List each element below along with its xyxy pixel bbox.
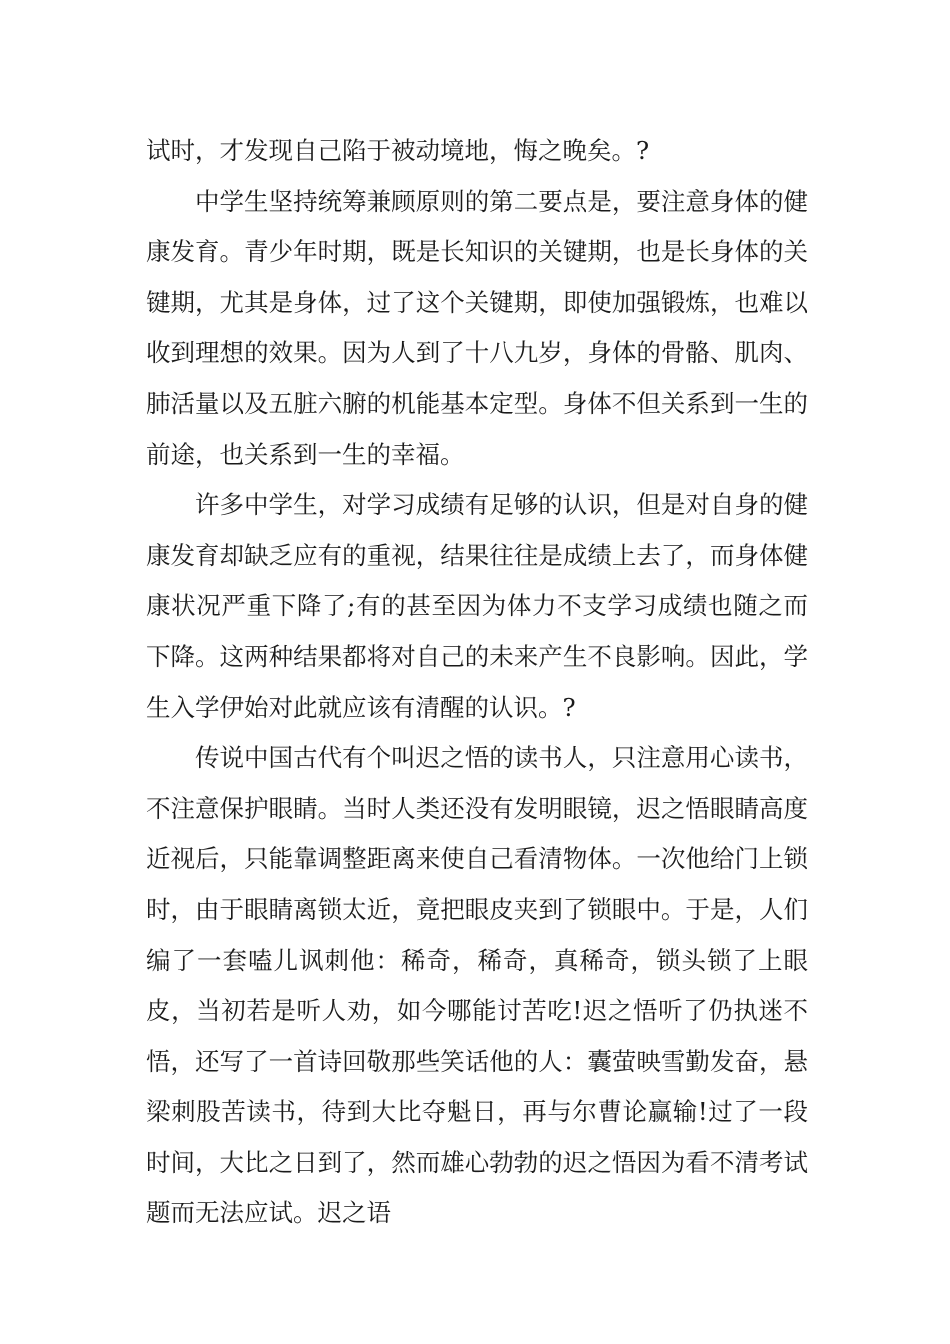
paragraph-continuation: 试时，才发现自己陷于被动境地，悔之晚矣。?: [146, 136, 650, 165]
paragraph-student-awareness: 许多中学生，对学习成绩有足够的认识，但是对自身的健康发育却缺乏应有的重视，结果往往是成绩上去了，而身体健康状况严重下降了;有的甚至因为体力不支学习成绩也随之而下降。这两种结果都将对自己的未来产生不良影响。因此，学生入学伊始对此就应该有清醒的认识。?: [146, 490, 808, 722]
body-text: [146, 126, 808, 1239]
paragraph-chi-zhiwu-story: 传说中国古代有个叫迟之悟的读书人，只注意用心读书，不注意保护眼睛。当时人类还没有发明眼镜，迟之悟眼睛高度近视后，只能靠调整距离来使自己看清物体。一次他给门上锁时，由于眼睛离锁太近，竟把眼皮夹到了锁眼中。于是，人们编了一套嗑儿讽刺他：稀奇，稀奇，真稀奇，锁头锁了上眼皮，当初若是听人劝，如今哪能讨苦吃!迟之悟听了仍执迷不悟，还写了一首诗回敬那些笑话他的人：囊萤映雪勤发奋，悬梁刺股苦读书，待到大比夺魁日，再与尔曹论赢输!过了一段时间，大比之日到了，然而雄心勃勃的迟之悟因为看不清考试题而无法应试。迟之语: [146, 743, 808, 1228]
paragraph-health-development: 中学生坚持统筹兼顾原则的第二要点是，要注意身体的健康发育。青少年时期，既是长知识的关键期，也是长身体的关键期，尤其是身体，过了这个关键期，即使加强锻炼，也难以收到理想的效果。因为人到了十八九岁，身体的骨骼、肌肉、肺活量以及五脏六腑的机能基本定型。身体不但关系到一生的前途，也关系到一生的幸福。: [146, 186, 808, 469]
